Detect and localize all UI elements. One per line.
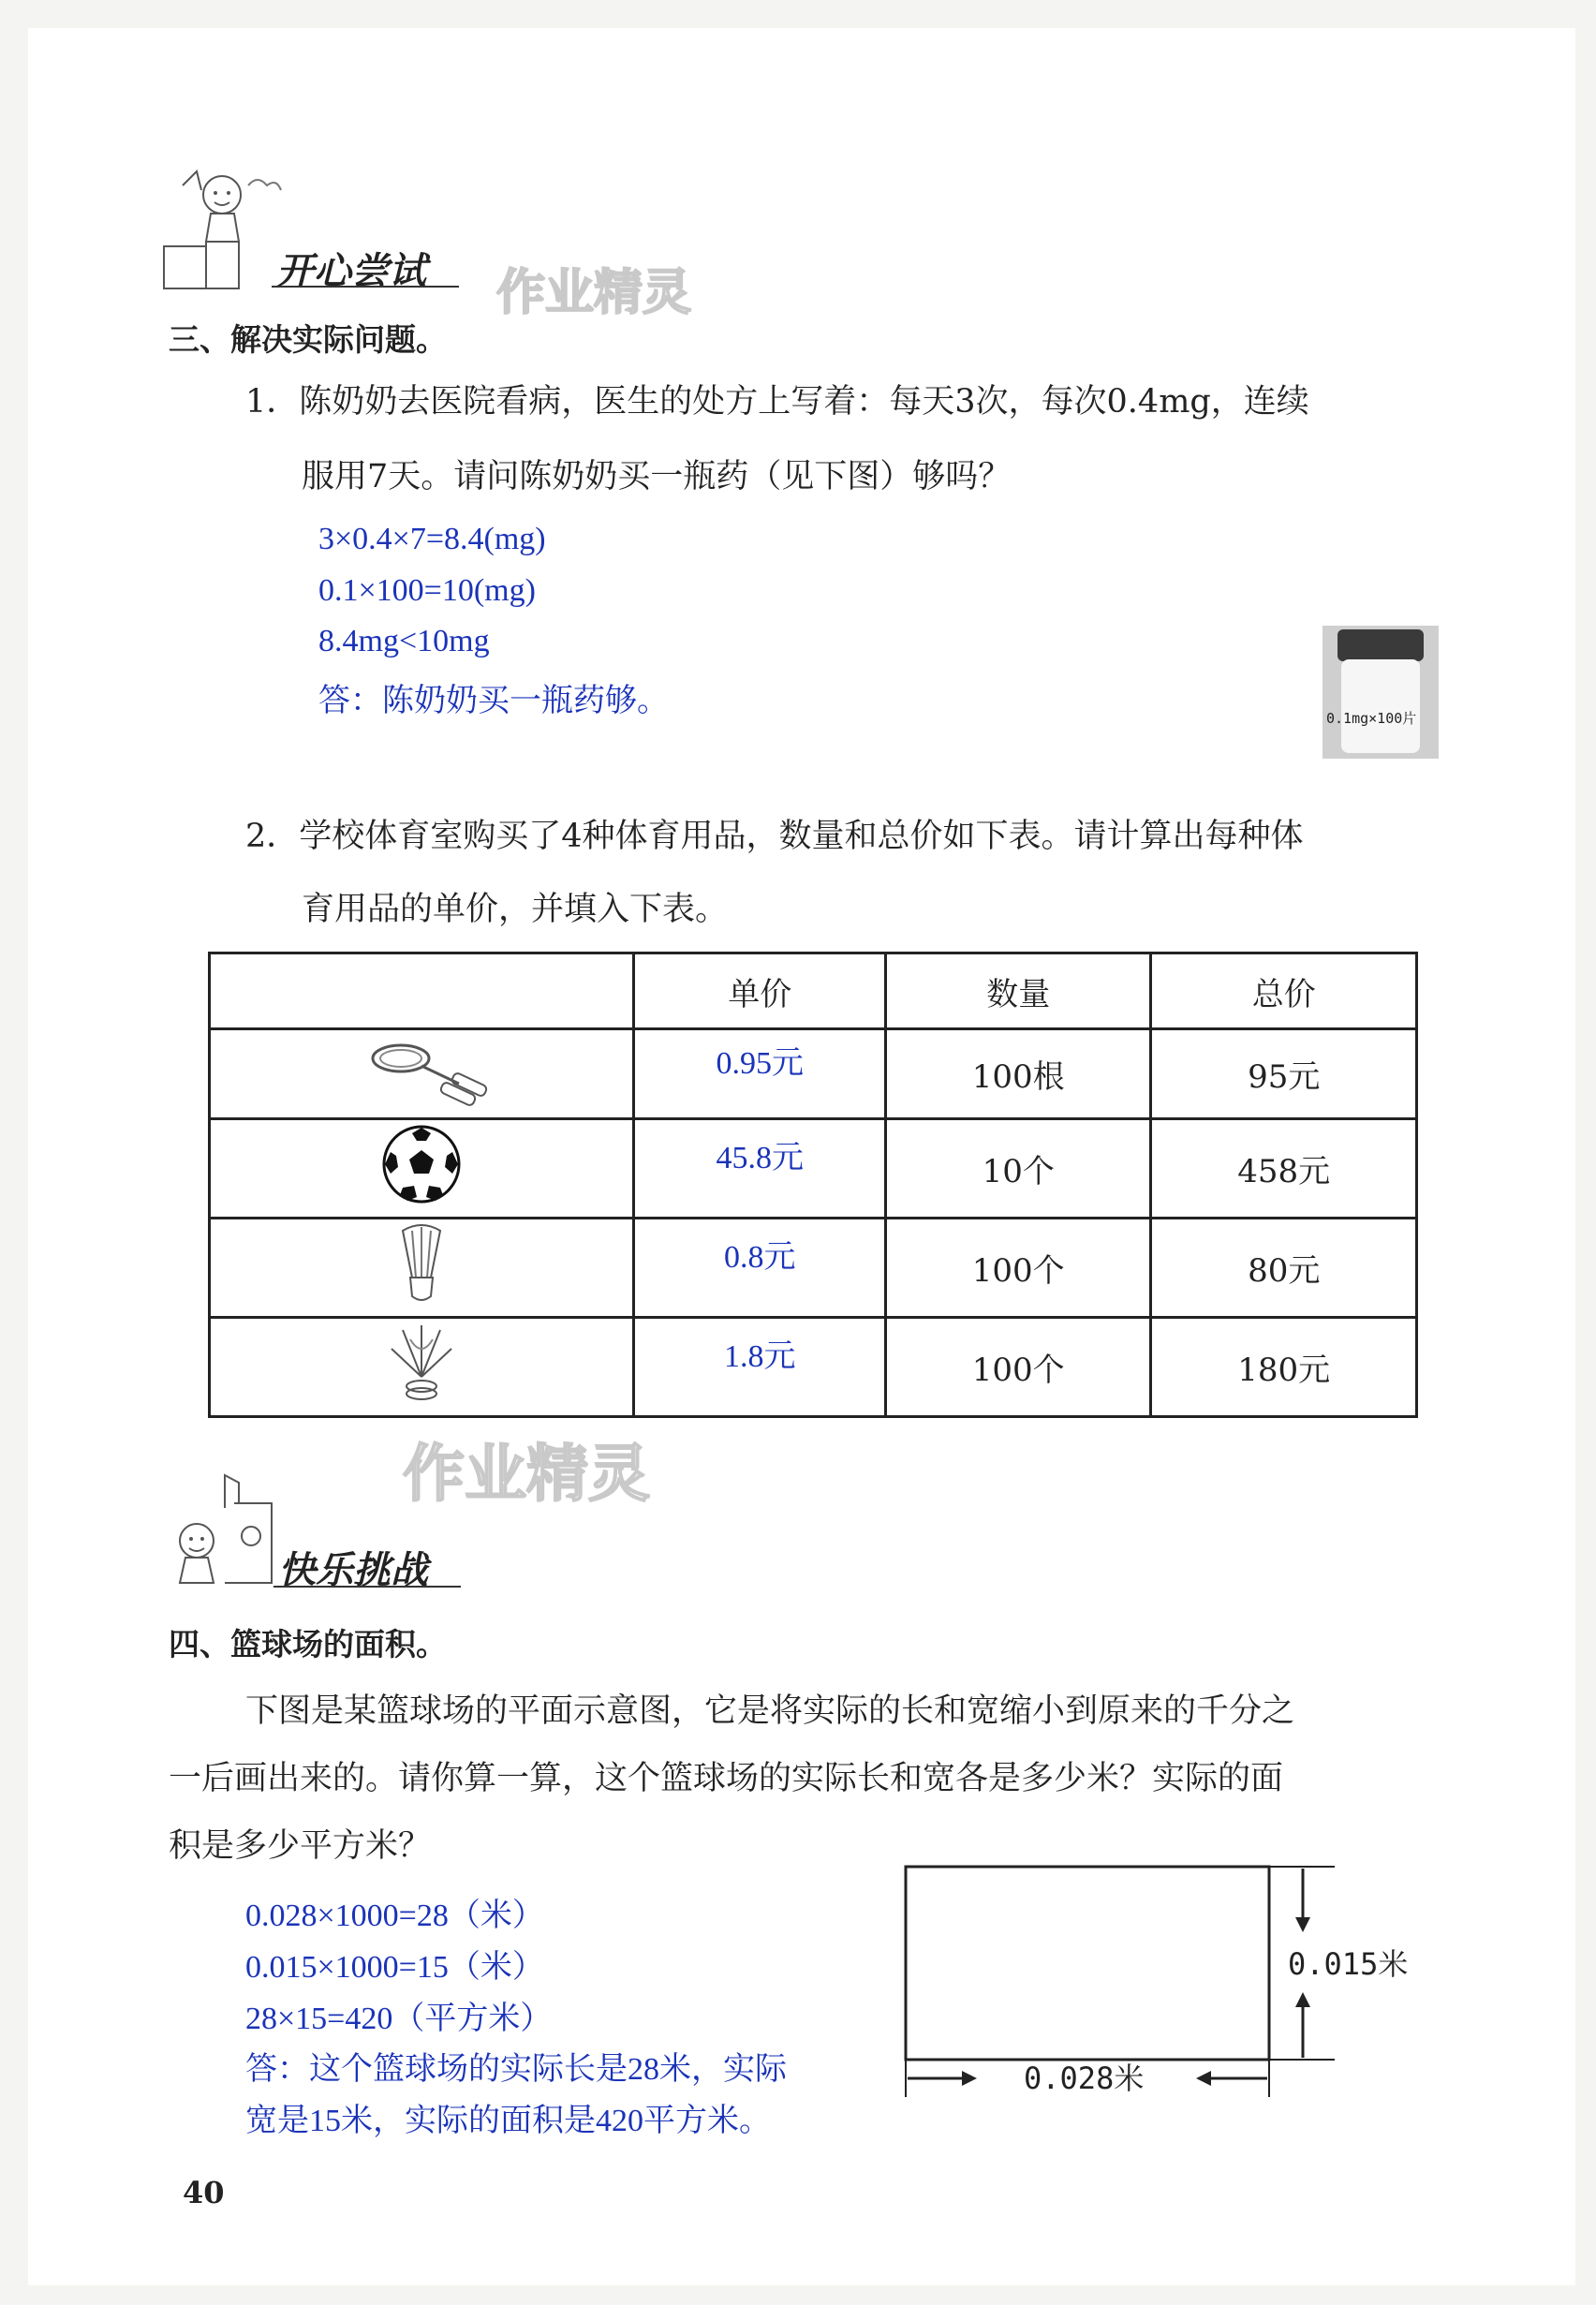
title-underline — [273, 1583, 461, 1590]
boy-with-block-icon — [155, 167, 295, 293]
price-cell — [634, 1118, 885, 1218]
total-cell: 458元 — [1151, 1118, 1417, 1218]
header-unit-price: 单价 — [634, 953, 885, 1029]
table-header-row — [210, 953, 1417, 1029]
quantity-cell: 100个 — [885, 1317, 1151, 1416]
q1-answer-line3: 8.4mg<10mg — [318, 624, 490, 658]
item-cell — [210, 1317, 634, 1416]
q3-answer-line1: 0.028×1000=28（米） — [245, 1899, 544, 1933]
q3-answer-line4: 答：这个篮球场的实际长是28米，实际 — [245, 2052, 787, 2087]
item-cell — [210, 1218, 634, 1317]
section-title-happy-challenge: 快乐挑战 — [278, 1549, 428, 1592]
unit-price-value: 45.8元 — [716, 1140, 804, 1175]
price-cell — [634, 1029, 885, 1119]
header-quantity: 数量 — [885, 953, 1151, 1029]
item-cell — [210, 1029, 634, 1119]
unit-price-value: 0.95元 — [716, 1045, 804, 1081]
total-cell: 180元 — [1151, 1317, 1417, 1416]
unit-price-value: 1.8元 — [723, 1338, 796, 1374]
table-corner-cell — [210, 953, 634, 1029]
shuttlecock-icon — [393, 1221, 450, 1306]
item-cell — [210, 1118, 634, 1218]
q1-text-line1: 1．陈奶奶去医院看病，医生的处方上写着：每天3次，每次0.4mg，连续 — [245, 383, 1309, 421]
total-cell: 80元 — [1151, 1218, 1417, 1317]
total-cell: 95元 — [1151, 1029, 1417, 1119]
table-row — [210, 1218, 1417, 1317]
q3-text-line1: 下图是某篮球场的平面示意图，它是将实际的长和宽缩小到原来的千分之 — [245, 1692, 1295, 1730]
q1-answer-line2: 0.1×100=10(mg) — [318, 573, 536, 608]
q1-answer-line4: 答：陈奶奶买一瓶药够。 — [318, 684, 669, 718]
page-number: 40 — [183, 2175, 225, 2210]
soccer-ball-icon — [379, 1122, 464, 1206]
watermark: 作业精灵 — [403, 1438, 650, 1510]
table-row — [210, 1118, 1417, 1218]
q3-answer-line2: 0.015×1000=15（米） — [245, 1950, 544, 1985]
quantity-cell: 100根 — [885, 1029, 1151, 1119]
q3-text-line3: 积是多少平方米？ — [169, 1827, 432, 1865]
q2-text-line1: 2．学校体育室购买了4种体育用品，数量和总价如下表。请计算出每种体 — [245, 818, 1304, 855]
jump-rope-icon — [347, 1032, 496, 1107]
price-cell — [634, 1218, 885, 1317]
price-cell — [634, 1317, 885, 1416]
section-title-happy-try: 开心尝试 — [276, 250, 426, 293]
quantity-cell: 100个 — [885, 1218, 1151, 1317]
watermark: 作业精灵 — [496, 265, 692, 321]
unit-price-value: 0.8元 — [723, 1239, 796, 1275]
header-total-price: 总价 — [1151, 953, 1417, 1029]
q1-answer-line1: 3×0.4×7=8.4(mg) — [318, 522, 546, 556]
q3-answer-line3: 28×15=420（平方米） — [245, 2002, 553, 2036]
section-heading-4: 四、篮球场的面积。 — [169, 1626, 447, 1662]
q2-text-line2: 育用品的单价，并填入下表。 — [302, 891, 729, 928]
court-width-label: 0.015米 — [1288, 1946, 1409, 1982]
q3-answer-line5: 宽是15米，实际的面积是420平方米。 — [245, 2104, 771, 2138]
section-heading-3: 三、解决实际问题。 — [169, 321, 447, 358]
title-underline — [272, 283, 459, 290]
court-length-label: 0.028米 — [1024, 2061, 1145, 2096]
medicine-bottle-image — [1323, 626, 1439, 759]
table-row — [210, 1317, 1417, 1416]
q1-text-line2: 服用7天。请问陈奶奶买一瓶药（见下图）够吗？ — [302, 458, 1012, 495]
q3-text-line2: 一后画出来的。请你算一算，这个篮球场的实际长和宽各是多少米？实际的面 — [169, 1760, 1284, 1797]
jianzi-icon — [384, 1321, 459, 1405]
table-row — [210, 1029, 1417, 1119]
bottle-label: 0.1mg×100片 — [1326, 710, 1417, 727]
sports-goods-table — [208, 952, 1418, 1418]
quantity-cell: 10个 — [885, 1118, 1151, 1218]
